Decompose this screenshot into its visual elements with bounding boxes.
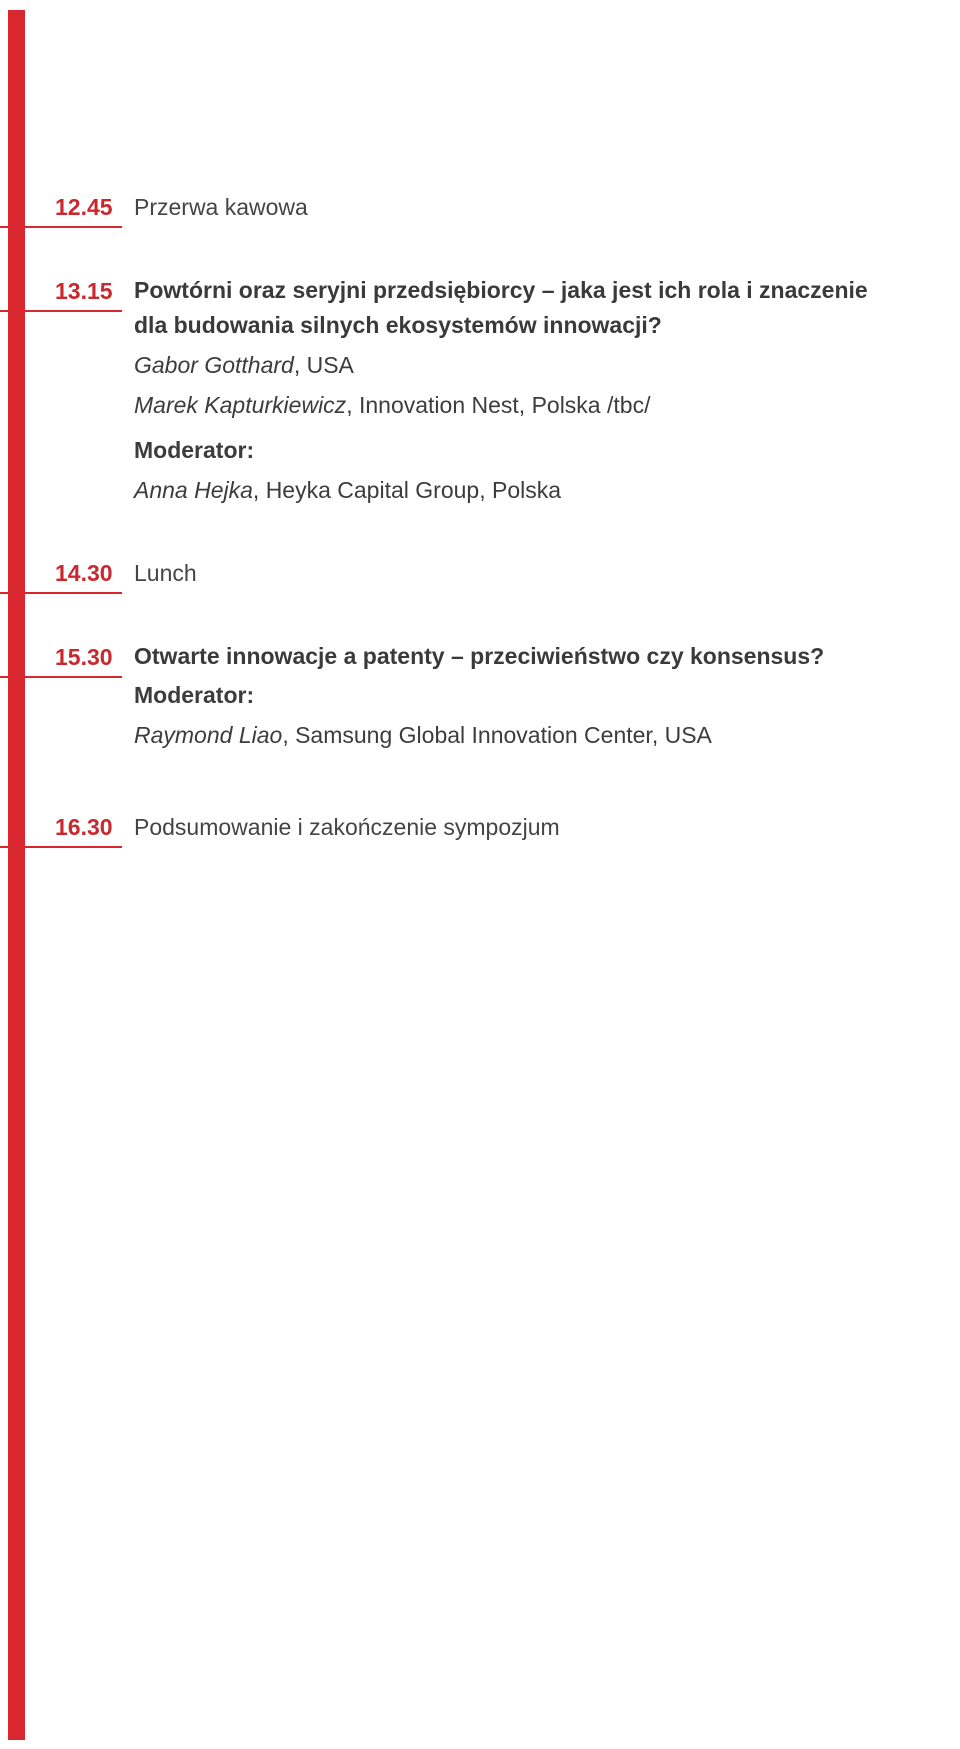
- entry-time: 12.45: [55, 194, 113, 220]
- entry-title: Podsumowanie i zakończenie sympozjum: [134, 814, 560, 840]
- time-underline: [0, 226, 122, 228]
- entry-time: 13.15: [55, 278, 113, 304]
- left-accent-bar: [8, 10, 25, 1740]
- entry-time: 15.30: [55, 644, 113, 670]
- entry-title-line-2: dla budowania silnych ekosystemów innowacji?: [134, 312, 662, 338]
- speaker-name: Gabor Gotthard: [134, 352, 294, 378]
- moderator-affiliation: , Heyka Capital Group, Polska: [252, 477, 562, 503]
- moderator: [134, 472, 960, 508]
- time-underline: [0, 310, 122, 312]
- moderator-affiliation: , Samsung Global Innovation Center, USA: [282, 722, 712, 748]
- entry-title: Przerwa kawowa: [134, 194, 308, 220]
- speaker: [134, 387, 960, 423]
- time-underline: [0, 846, 122, 848]
- entry-title: Otwarte innowacje a patenty – przeciwieństwo czy konsensus?: [134, 643, 825, 669]
- moderator-label: Moderator:: [134, 682, 255, 708]
- time-underline: [0, 592, 122, 594]
- entry-title-line-1: Powtórni oraz seryjni przedsiębiorcy – jaka jest ich rola i znaczenie: [134, 277, 868, 303]
- speaker-affiliation: , Innovation Nest, Polska /tbc/: [346, 392, 651, 418]
- moderator-label: Moderator:: [134, 437, 255, 463]
- entry-time: 16.30: [55, 814, 113, 840]
- time-underline: [0, 676, 122, 678]
- speaker: [134, 347, 960, 383]
- entry-time: 14.30: [55, 560, 113, 586]
- moderator-name: Raymond Liao: [134, 722, 283, 748]
- speaker-affiliation: , USA: [293, 352, 354, 378]
- moderator-name: Anna Hejka: [134, 477, 253, 503]
- entry-title: Lunch: [134, 560, 197, 586]
- speaker-name: Marek Kapturkiewicz: [134, 392, 347, 418]
- moderator: [134, 717, 960, 753]
